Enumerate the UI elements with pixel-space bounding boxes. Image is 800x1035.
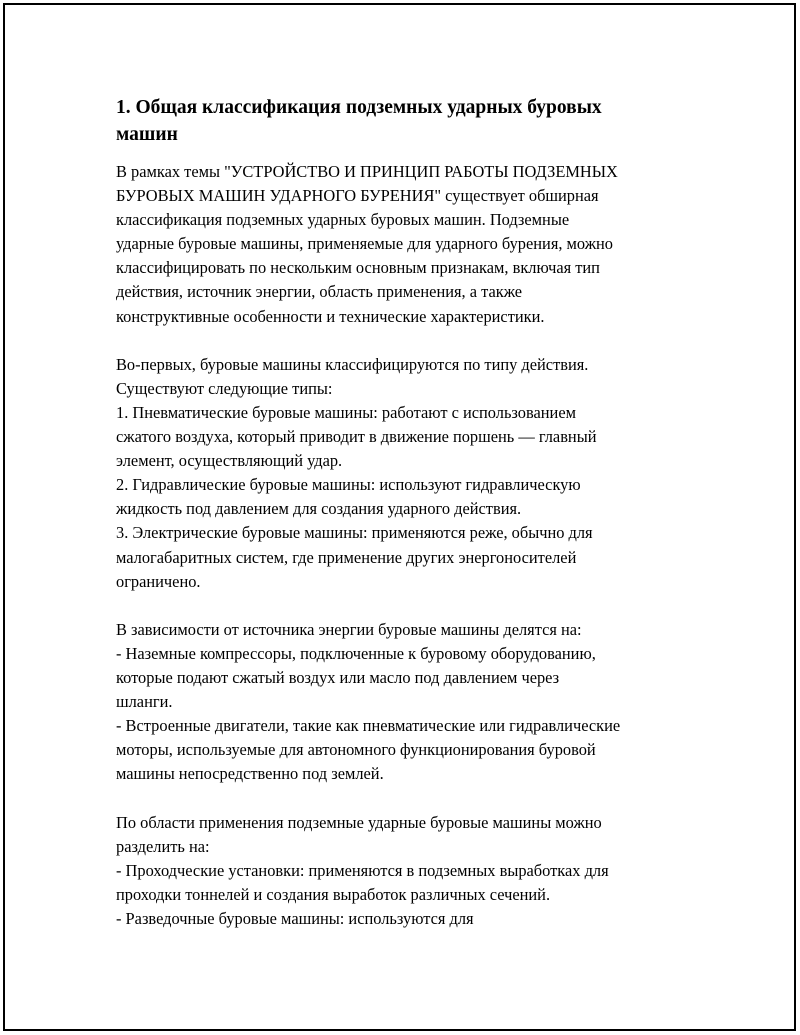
text-line: моторы, используемые для автономного функционирования буровой [116, 740, 596, 760]
text-line: - Проходческие установки: применяются в подземных выработках для [116, 860, 609, 880]
paragraph-action-types [116, 353, 696, 594]
document-body [116, 94, 696, 931]
section-heading [116, 94, 696, 148]
text-line: классифицировать по нескольким основным признакам, включая тип [116, 258, 600, 278]
paragraph-application [116, 811, 696, 931]
text-line: 2. Гидравлические буровые машины: используют гидравлическую [116, 475, 581, 495]
text-line: 3. Электрические буровые машины: применяются реже, обычно для [116, 523, 593, 543]
heading-line: 1. Общая классификация подземных ударных буровых [116, 97, 602, 118]
text-line: конструктивные особенности и технические характеристики. [116, 306, 545, 326]
text-line: По области применения подземные ударные буровые машины можно [116, 812, 602, 832]
text-line: - Встроенные двигатели, такие как пневматические или гидравлические [116, 716, 621, 736]
text-line: В зависимости от источника энергии буровые машины делятся на: [116, 619, 582, 639]
text-line: Существуют следующие типы: [116, 378, 333, 398]
paragraph-gap [116, 329, 696, 353]
paragraph-intro [116, 160, 696, 329]
text-line: 1. Пневматические буровые машины: работают с использованием [116, 402, 576, 422]
text-line: В рамках темы "УСТРОЙСТВО И ПРИНЦИП РАБОТЫ ПОДЗЕМНЫХ [116, 162, 618, 181]
text-line: - Разведочные буровые машины: используются для [116, 908, 474, 928]
text-line: Во-первых, буровые машины классифицируются по типу действия. [116, 354, 589, 374]
text-line: элемент, осуществляющий удар. [116, 451, 343, 471]
text-line: сжатого воздуха, который приводит в движение поршень — главный [116, 427, 597, 447]
text-line: разделить на: [116, 836, 210, 856]
text-line: которые подают сжатый воздух или масло под давлением через [116, 667, 560, 687]
paragraph-gap [116, 786, 696, 810]
text-line: малогабаритных систем, где применение других энергоносителей [116, 547, 577, 567]
paragraph-gap [116, 594, 696, 618]
text-line: БУРОВЫХ МАШИН УДАРНОГО БУРЕНИЯ" существует обширная [116, 186, 599, 206]
text-line: ударные буровые машины, применяемые для ударного бурения, можно [116, 234, 613, 254]
text-line: классификация подземных ударных буровых машин. Подземные [116, 210, 570, 230]
text-line: проходки тоннелей и создания выработок различных сечений. [116, 884, 551, 904]
paragraph-energy-source [116, 618, 696, 787]
text-line: жидкость под давлением для создания ударного действия. [116, 499, 522, 519]
text-line: действия, источник энергии, область применения, а также [116, 282, 523, 302]
heading-line: машин [116, 124, 178, 145]
text-line: шланги. [116, 692, 173, 712]
text-line: машины непосредственно под землей. [116, 764, 384, 784]
text-line: - Наземные компрессоры, подключенные к буровому оборудованию, [116, 643, 596, 663]
text-line: ограничено. [116, 571, 201, 591]
